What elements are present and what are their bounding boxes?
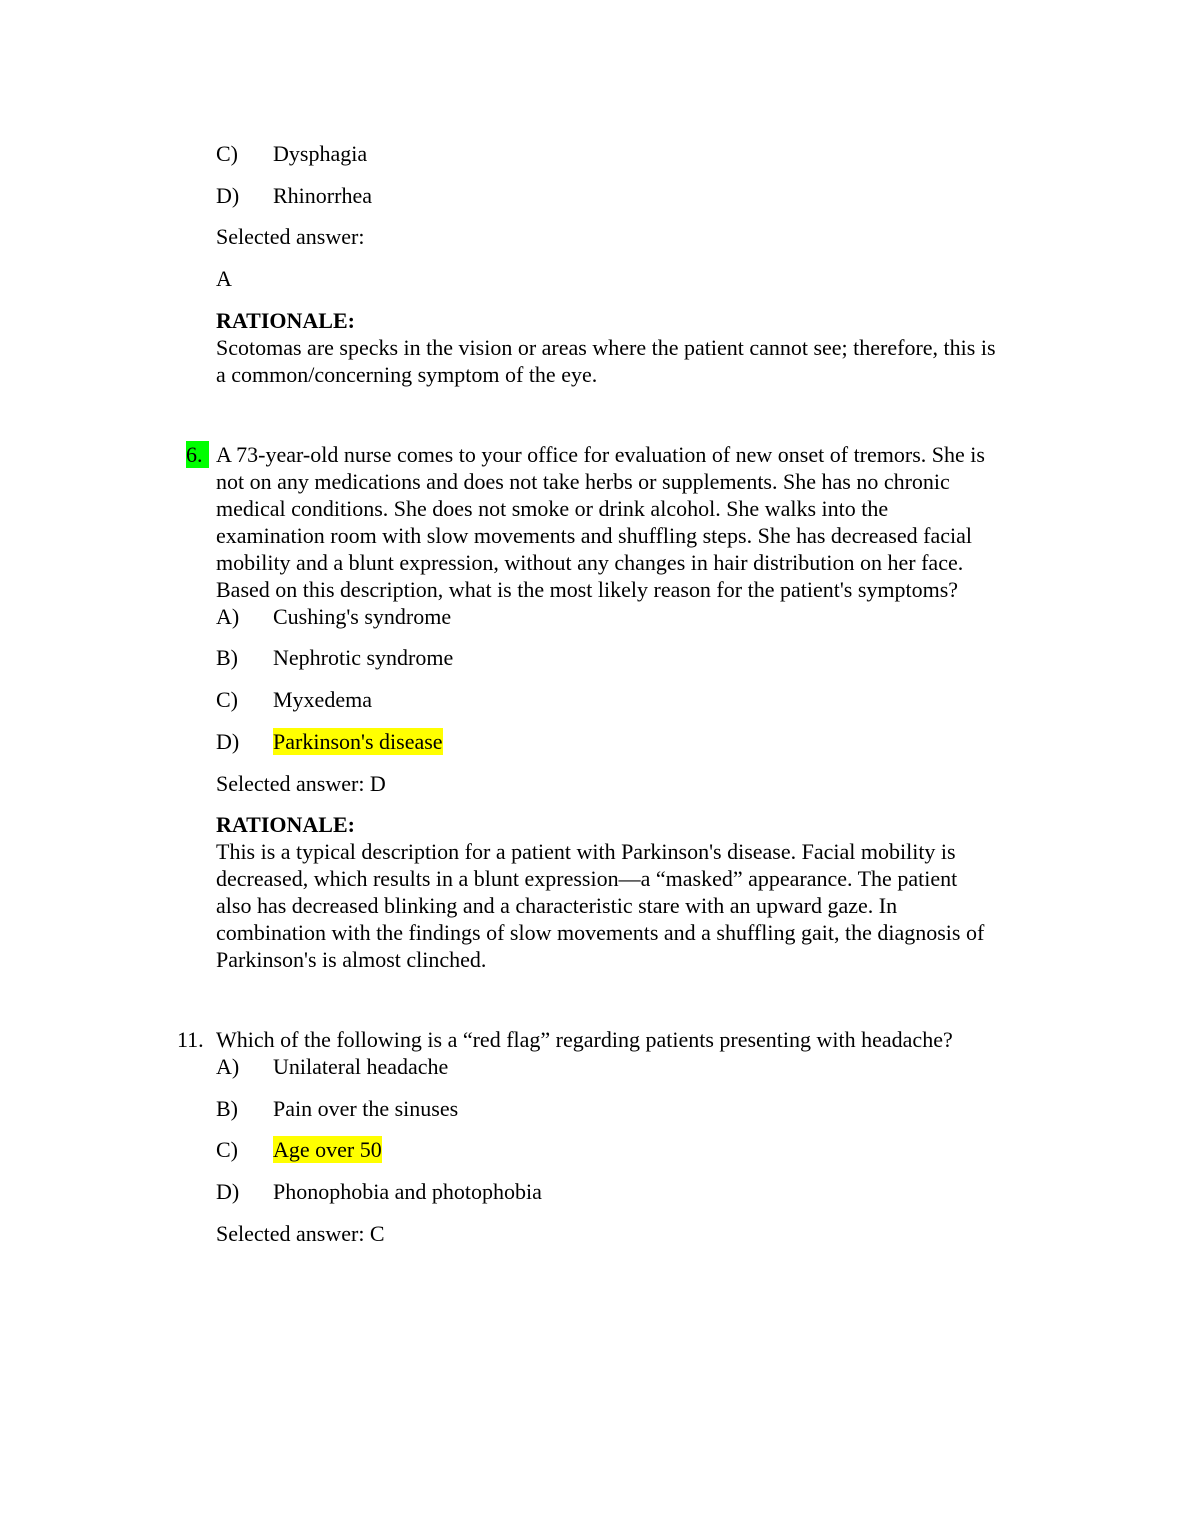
- option-letter: C): [216, 1137, 238, 1162]
- selected-answer: Selected answer: C: [216, 1221, 385, 1246]
- option-letter: D): [216, 1179, 240, 1204]
- question-stem-line: Based on this description, what is the most likely reason for the patient's symptoms?: [216, 577, 959, 602]
- option-text: Cushing's syndrome: [273, 604, 452, 629]
- option-letter: D): [216, 729, 240, 754]
- option-letter: D): [216, 183, 240, 208]
- option-text: Dysphagia: [273, 141, 368, 166]
- option-letter: B): [216, 1096, 238, 1121]
- selected-answer-label: Selected answer:: [216, 224, 365, 249]
- rationale-line: Scotomas are specks in the vision or areas where the patient cannot see; therefore, this is: [216, 335, 996, 360]
- question-stem-line: mobility and a blunt expression, without any changes in hair distribution on her face.: [216, 550, 964, 575]
- option-letter: C): [216, 687, 238, 712]
- rationale-line: decreased, which results in a blunt expression—a “masked” appearance. The patient: [216, 866, 958, 891]
- rationale-line: This is a typical description for a patient with Parkinson's disease. Facial mobility is: [216, 839, 956, 864]
- rationale-heading: RATIONALE:: [216, 812, 355, 837]
- option-text: Rhinorrhea: [273, 183, 372, 208]
- question-stem-line: not on any medications and does not take herbs or supplements. She has no chronic: [216, 469, 950, 494]
- option-text: Phonophobia and photophobia: [273, 1179, 542, 1204]
- question-number: 6.: [186, 441, 209, 468]
- option-text: Myxedema: [273, 687, 372, 712]
- correct-option-text: Parkinson's disease: [273, 729, 443, 754]
- question-stem: Which of the following is a “red flag” regarding patients presenting with headache?: [216, 1027, 953, 1052]
- option-letter: B): [216, 645, 238, 670]
- rationale-line: also has decreased blinking and a characteristic stare with an upward gaze. In: [216, 893, 898, 918]
- option-letter: C): [216, 141, 238, 166]
- option-letter: A): [216, 604, 240, 629]
- rationale-line: Parkinson's is almost clinched.: [216, 947, 487, 972]
- question-stem-line: examination room with slow movements and shuffling steps. She has decreased facial: [216, 523, 972, 548]
- rationale-heading: RATIONALE:: [216, 308, 355, 333]
- option-letter: A): [216, 1054, 240, 1079]
- selected-answer-value: A: [216, 266, 232, 291]
- rationale-line: combination with the findings of slow movements and a shuffling gait, the diagnosis of: [216, 920, 985, 945]
- correct-option-text: Age over 50: [273, 1137, 382, 1162]
- selected-answer: Selected answer: D: [216, 771, 386, 796]
- question-stem-line: medical conditions. She does not smoke or drink alcohol. She walks into the: [216, 496, 889, 521]
- rationale-line: a common/concerning symptom of the eye.: [216, 362, 598, 387]
- question-number: 11.: [177, 1027, 204, 1052]
- option-text: Nephrotic syndrome: [273, 645, 454, 670]
- option-text: Unilateral headache: [273, 1054, 449, 1079]
- question-stem-line: A 73-year-old nurse comes to your office for evaluation of new onset of tremors. She is: [216, 442, 985, 467]
- option-text: Pain over the sinuses: [273, 1096, 459, 1121]
